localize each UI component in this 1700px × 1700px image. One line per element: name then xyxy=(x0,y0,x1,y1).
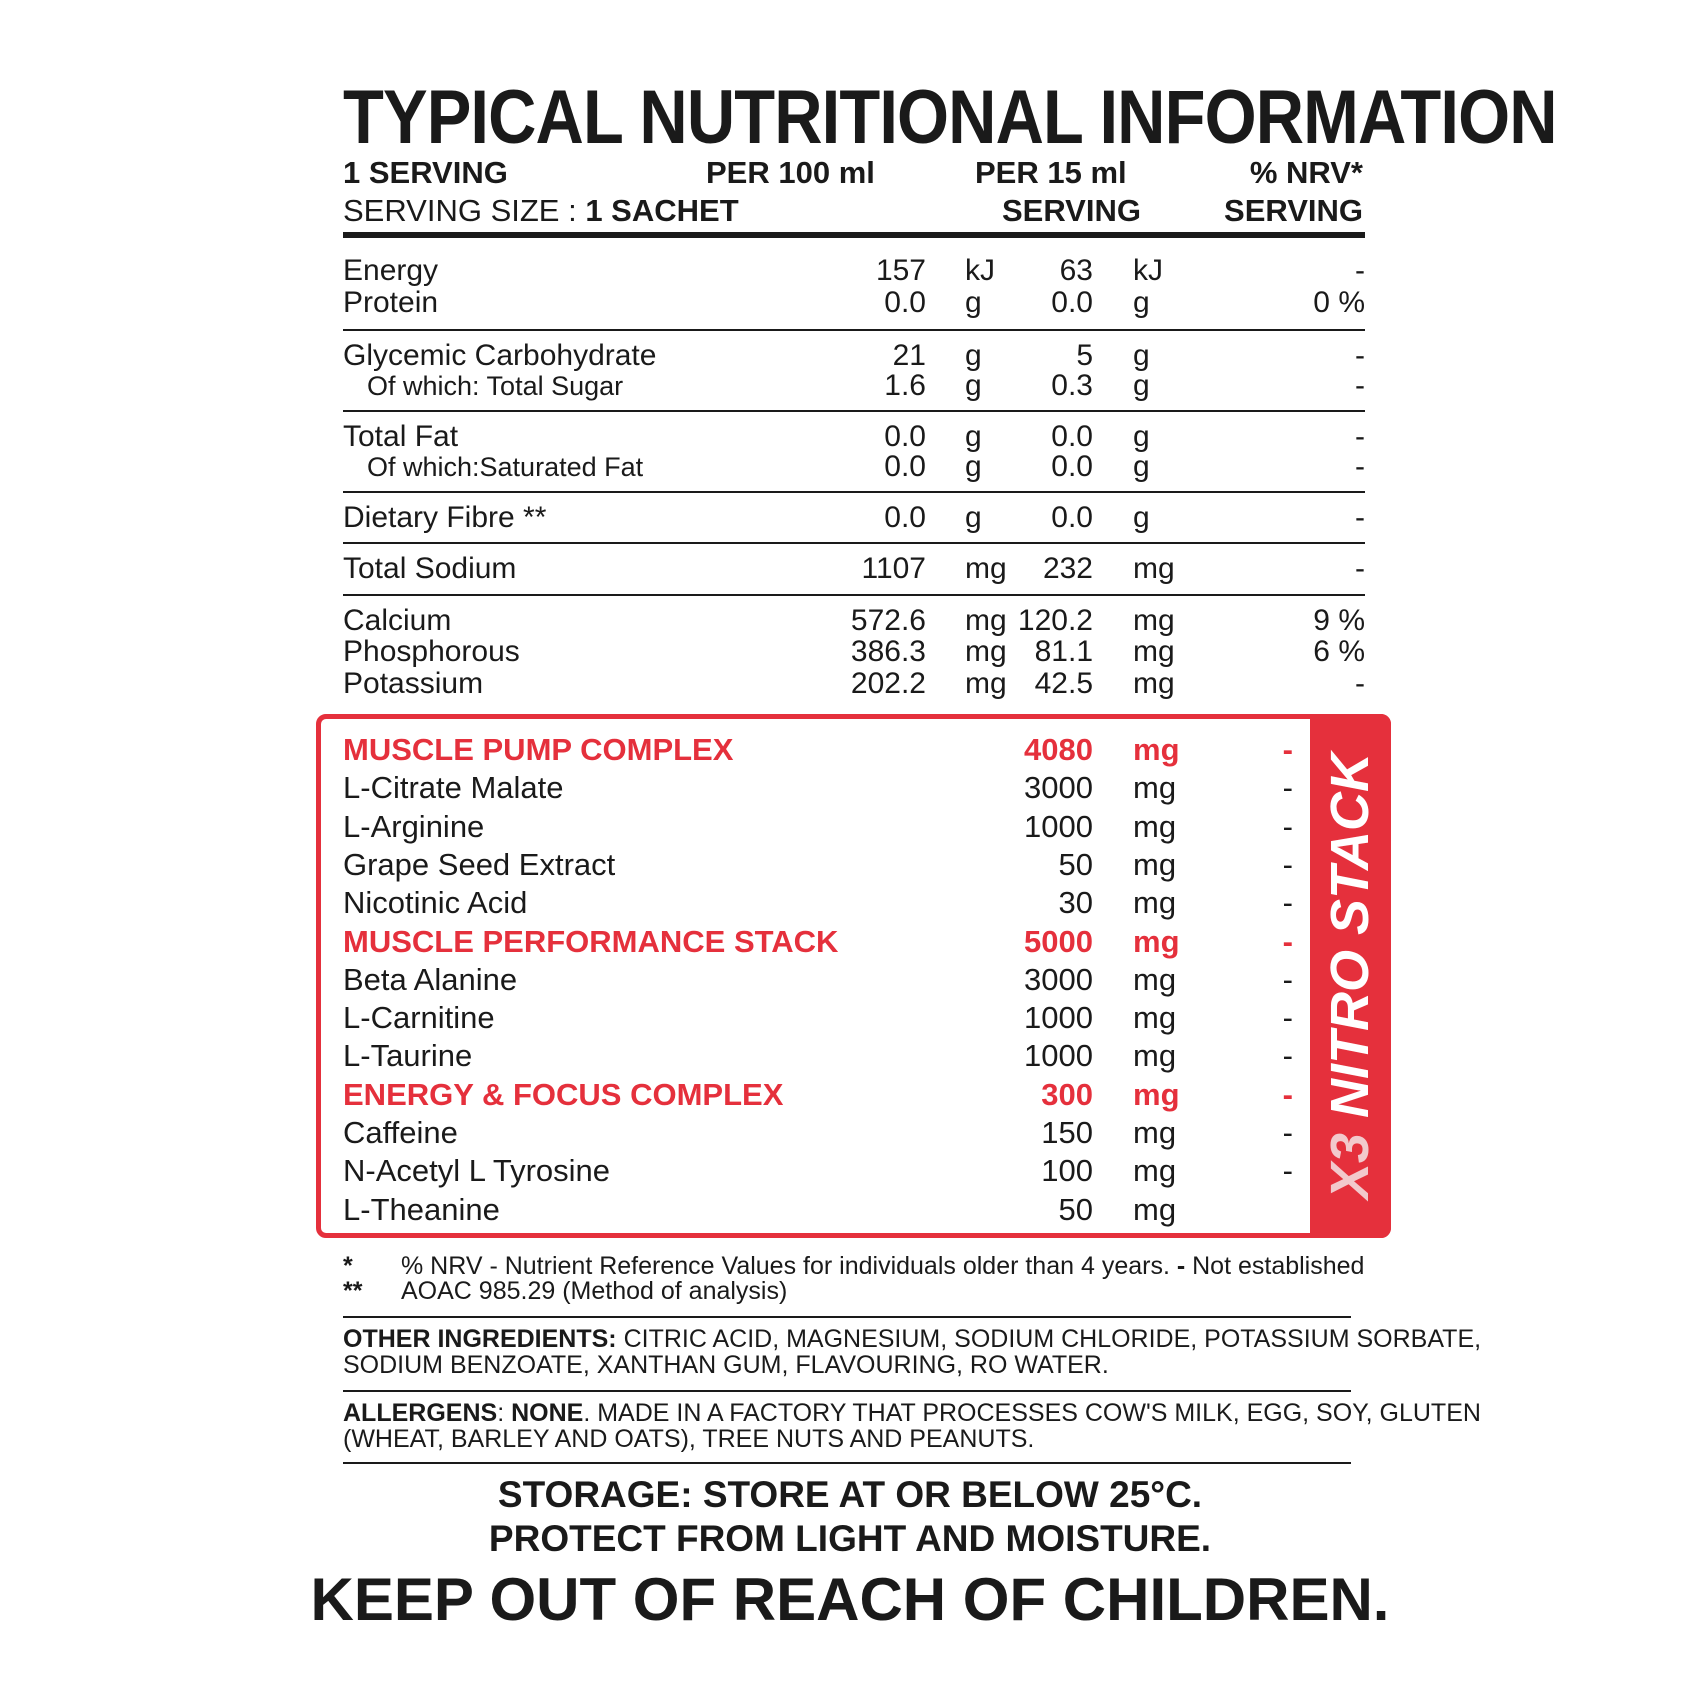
stack-unit: mg xyxy=(1133,1038,1177,1074)
stack-nrv: - xyxy=(1282,1038,1293,1074)
stack-nrv: - xyxy=(1282,732,1293,767)
header-nrv: % NRV* xyxy=(1249,155,1363,190)
nutrient-nrv: 0 % xyxy=(1313,286,1365,319)
divider xyxy=(343,542,1365,544)
stack-item-row xyxy=(343,962,1303,998)
nutrient-nrv: 9 % xyxy=(1313,604,1365,637)
nutrient-u100: g xyxy=(965,369,982,402)
stack-unit: mg xyxy=(1133,885,1177,921)
stack-unit: mg xyxy=(1133,1076,1180,1112)
divider xyxy=(343,1316,1351,1318)
nutrient-nrv: 6 % xyxy=(1313,635,1365,668)
other-ingredients-line1 xyxy=(343,1326,1481,1352)
nutrient-row xyxy=(343,255,1365,287)
nutrient-u15: g xyxy=(1133,286,1150,319)
nutrient-row xyxy=(343,451,1365,483)
stack-value: 300 xyxy=(1041,1076,1093,1112)
nutrient-nrv: - xyxy=(1355,339,1365,372)
nutrient-u100: mg xyxy=(965,604,1007,637)
nutrient-name: Glycemic Carbohydrate xyxy=(343,339,657,372)
divider xyxy=(343,1462,1351,1464)
stack-unit: mg xyxy=(1133,923,1180,959)
other-ingredients-line2: SODIUM BENZOATE, XANTHAN GUM, FLAVOURING, RO WATER. xyxy=(343,1351,1109,1379)
nutrient-v100: 0.0 xyxy=(884,450,926,483)
nutrient-v15: 81.1 xyxy=(1034,635,1093,668)
nutrient-u100: mg xyxy=(965,667,1007,700)
stack-name: Beta Alanine xyxy=(343,961,518,997)
brand-name: NITRO STACK xyxy=(1320,752,1380,1133)
nutrient-v100: 386.3 xyxy=(850,635,926,668)
header-serving: 1 SERVING xyxy=(343,155,508,190)
nutrient-u15: g xyxy=(1133,450,1150,483)
nutrient-v15: 0.0 xyxy=(1051,501,1093,534)
nutrient-u100: kJ xyxy=(965,254,995,287)
nutrient-v15: 63 xyxy=(1059,254,1093,287)
nutrient-v100: 0.0 xyxy=(884,286,926,319)
nutrient-u100: g xyxy=(965,339,982,372)
nutrient-u15: g xyxy=(1133,501,1150,534)
stack-name: L-Taurine xyxy=(343,1038,473,1074)
nutrient-nrv: - xyxy=(1355,501,1365,534)
stack-group-row xyxy=(343,924,1303,960)
nutrient-row xyxy=(343,605,1365,637)
stack-name: L-Theanine xyxy=(343,1191,500,1227)
stack-item-row xyxy=(343,885,1303,921)
nutrient-nrv: - xyxy=(1355,369,1365,402)
allergens-line1 xyxy=(343,1400,1481,1426)
allergens-label: ALLERGENS xyxy=(343,1399,498,1427)
nutrient-row xyxy=(343,668,1365,700)
stack-nrv: - xyxy=(1282,1115,1293,1150)
header-per15-sub: SERVING xyxy=(1002,193,1141,228)
stack-value: 1000 xyxy=(1024,1038,1093,1074)
stack-nrv: - xyxy=(1282,923,1293,959)
stack-value: 1000 xyxy=(1024,1000,1093,1036)
nutrient-nrv: - xyxy=(1355,420,1365,453)
stack-nrv: - xyxy=(1282,1076,1293,1112)
nutrient-row xyxy=(343,340,1365,372)
other-ingredients-label: OTHER INGREDIENTS: xyxy=(343,1325,617,1353)
footnote-star: * xyxy=(343,1252,353,1280)
nutrient-v100: 1.6 xyxy=(884,369,926,402)
header-nrv-sub: SERVING xyxy=(1224,193,1363,228)
nutrient-v100: 1107 xyxy=(861,552,926,585)
allergens-text: . MADE IN A FACTORY THAT PROCESSES COW'S MILK, EGG, SOY, GLUTEN xyxy=(583,1399,1481,1427)
stack-name: ENERGY & FOCUS COMPLEX xyxy=(343,1076,784,1112)
stack-name: Nicotinic Acid xyxy=(343,885,528,921)
nutrient-u15: mg xyxy=(1133,552,1175,585)
nutrient-u100: g xyxy=(965,286,982,319)
divider xyxy=(343,329,1365,331)
stack-name: L-Arginine xyxy=(343,808,485,844)
stack-value: 150 xyxy=(1041,1115,1093,1150)
footnote-star: ** xyxy=(343,1277,363,1305)
footnote-dash: - xyxy=(1176,1252,1186,1280)
stack-item-row xyxy=(343,1153,1303,1189)
stack-value: 3000 xyxy=(1024,770,1093,806)
stack-unit: mg xyxy=(1133,1115,1177,1150)
divider xyxy=(343,410,1365,412)
nutrient-name: Phosphorous xyxy=(343,635,520,668)
nutrient-nrv: - xyxy=(1355,254,1365,287)
stack-unit: mg xyxy=(1133,846,1177,882)
stack-unit: mg xyxy=(1133,808,1177,844)
nutrient-v100: 21 xyxy=(892,339,926,372)
stack-nrv: - xyxy=(1282,1153,1293,1189)
stack-item-row xyxy=(343,1038,1303,1074)
page-title: TYPICAL NUTRITIONAL INFORMATION xyxy=(343,75,1557,160)
stack-item-row xyxy=(343,770,1303,806)
storage-line1: STORAGE: STORE AT OR BELOW 25°C. xyxy=(497,1474,1203,1515)
nutrient-row xyxy=(343,287,1365,319)
stack-item-row xyxy=(343,1192,1303,1228)
stack-nrv: - xyxy=(1282,1000,1293,1036)
stack-unit: mg xyxy=(1133,1000,1177,1036)
nutrient-name: Of which: Total Sugar xyxy=(367,371,624,401)
nutrient-u15: mg xyxy=(1133,604,1175,637)
nutrient-name: Calcium xyxy=(343,604,452,637)
nutrient-v15: 0.3 xyxy=(1051,369,1093,402)
nutrient-row xyxy=(343,370,1365,402)
allergens-none: NONE xyxy=(511,1399,584,1427)
nitro-stack-brand xyxy=(1320,716,1380,1236)
stack-group-row xyxy=(343,732,1303,768)
divider xyxy=(343,1390,1351,1392)
stack-nrv: - xyxy=(1282,846,1293,882)
stack-value: 5000 xyxy=(1024,923,1093,959)
nutrient-v100: 0.0 xyxy=(884,501,926,534)
stack-name: MUSCLE PERFORMANCE STACK xyxy=(343,923,839,959)
brand-x3: X3 xyxy=(1320,1132,1380,1200)
nutrient-nrv: - xyxy=(1355,450,1365,483)
stack-nrv: - xyxy=(1282,770,1293,806)
stack-nrv: - xyxy=(1282,885,1293,921)
footnote-text: AOAC 985.29 (Method of analysis) xyxy=(401,1277,788,1305)
stack-value: 50 xyxy=(1058,846,1093,882)
stack-unit: mg xyxy=(1133,1153,1177,1189)
nutrient-v100: 0.0 xyxy=(884,420,926,453)
stack-group-row xyxy=(343,1077,1303,1113)
nutrient-u15: g xyxy=(1133,369,1150,402)
nutrient-name: Potassium xyxy=(343,667,484,700)
stack-item-row xyxy=(343,847,1303,883)
footnote-text xyxy=(401,1253,1364,1279)
nutrient-row xyxy=(343,636,1365,668)
nutrient-u15: mg xyxy=(1133,667,1175,700)
warning: KEEP OUT OF REACH OF CHILDREN. xyxy=(310,1566,1390,1633)
nutrient-v100: 202.2 xyxy=(850,667,926,700)
nutrient-v15: 0.0 xyxy=(1051,450,1093,483)
stack-value: 30 xyxy=(1058,885,1093,921)
allergens-line2: (WHEAT, BARLEY AND OATS), TREE NUTS AND PEANUTS. xyxy=(343,1425,1035,1453)
nutrient-u100: mg xyxy=(965,552,1007,585)
nutrient-v100: 157 xyxy=(875,254,926,287)
other-ingredients-text: CITRIC ACID, MAGNESIUM, SODIUM CHLORIDE, POTASSIUM SORBATE, xyxy=(616,1325,1482,1353)
nutrient-name: Protein xyxy=(343,286,439,319)
stack-item-row xyxy=(343,1000,1303,1036)
serving-size xyxy=(343,193,739,229)
nutrient-u15: kJ xyxy=(1133,254,1163,287)
nutrient-v15: 120.2 xyxy=(1017,604,1093,637)
nutrient-u100: g xyxy=(965,420,982,453)
stack-unit: mg xyxy=(1133,770,1177,806)
nutrient-nrv: - xyxy=(1355,667,1365,700)
nutrient-row xyxy=(343,553,1365,585)
stack-unit: mg xyxy=(1133,1191,1177,1227)
stack-nrv: - xyxy=(1282,808,1293,844)
divider xyxy=(343,491,1365,493)
nutrient-name: Dietary Fibre ** xyxy=(343,501,547,534)
stack-unit: mg xyxy=(1133,732,1180,767)
nutrient-v100: 572.6 xyxy=(850,604,926,637)
divider xyxy=(343,594,1365,596)
nutrient-u100: g xyxy=(965,450,982,483)
stack-item-row xyxy=(343,1115,1303,1151)
stack-nrv: - xyxy=(1282,961,1293,997)
header-per100: PER 100 ml xyxy=(706,155,875,190)
stack-name: N-Acetyl L Tyrosine xyxy=(343,1153,611,1189)
stack-name: Caffeine xyxy=(343,1115,458,1150)
nutrient-u15: mg xyxy=(1133,635,1175,668)
nutrient-u15: g xyxy=(1133,420,1150,453)
nutrient-name: Total Fat xyxy=(343,420,459,453)
nutrient-v15: 5 xyxy=(1076,339,1093,372)
header-rule xyxy=(343,232,1365,238)
stack-value: 4080 xyxy=(1024,732,1093,767)
nutrient-name: Of which:Saturated Fat xyxy=(367,452,644,482)
nutrient-v15: 232 xyxy=(1042,552,1093,585)
stack-item-row xyxy=(343,809,1303,845)
storage-line2: PROTECT FROM LIGHT AND MOISTURE. xyxy=(488,1518,1212,1559)
stack-name: MUSCLE PUMP COMPLEX xyxy=(343,732,734,767)
stack-value: 3000 xyxy=(1024,961,1093,997)
stack-name: L-Carnitine xyxy=(343,1000,495,1036)
allergens-colon: : xyxy=(497,1399,512,1427)
stack-value: 100 xyxy=(1041,1153,1093,1189)
header-per15: PER 15 ml xyxy=(975,155,1127,190)
stack-value: 1000 xyxy=(1024,808,1093,844)
nutrient-row xyxy=(343,502,1365,534)
footnote-text-end: Not established xyxy=(1185,1252,1365,1280)
nutrient-u100: g xyxy=(965,501,982,534)
stack-name: Grape Seed Extract xyxy=(343,846,616,882)
nutrient-name: Total Sodium xyxy=(343,552,517,585)
nutrient-name: Energy xyxy=(343,254,439,287)
footnote-text-main: % NRV - Nutrient Reference Values for individuals older than 4 years. xyxy=(401,1252,1177,1280)
serving-size-label: SERVING SIZE : xyxy=(343,193,586,228)
serving-size-value: 1 SACHET xyxy=(585,193,739,228)
nutrient-v15: 42.5 xyxy=(1034,667,1093,700)
nutrient-v15: 0.0 xyxy=(1051,286,1093,319)
nutrient-u100: mg xyxy=(965,635,1007,668)
nutrient-u15: g xyxy=(1133,339,1150,372)
nutrient-row xyxy=(343,421,1365,453)
stack-unit: mg xyxy=(1133,961,1177,997)
nutrient-v15: 0.0 xyxy=(1051,420,1093,453)
stack-name: L-Citrate Malate xyxy=(343,770,564,806)
nutrient-nrv: - xyxy=(1355,552,1365,585)
stack-value: 50 xyxy=(1058,1191,1093,1227)
